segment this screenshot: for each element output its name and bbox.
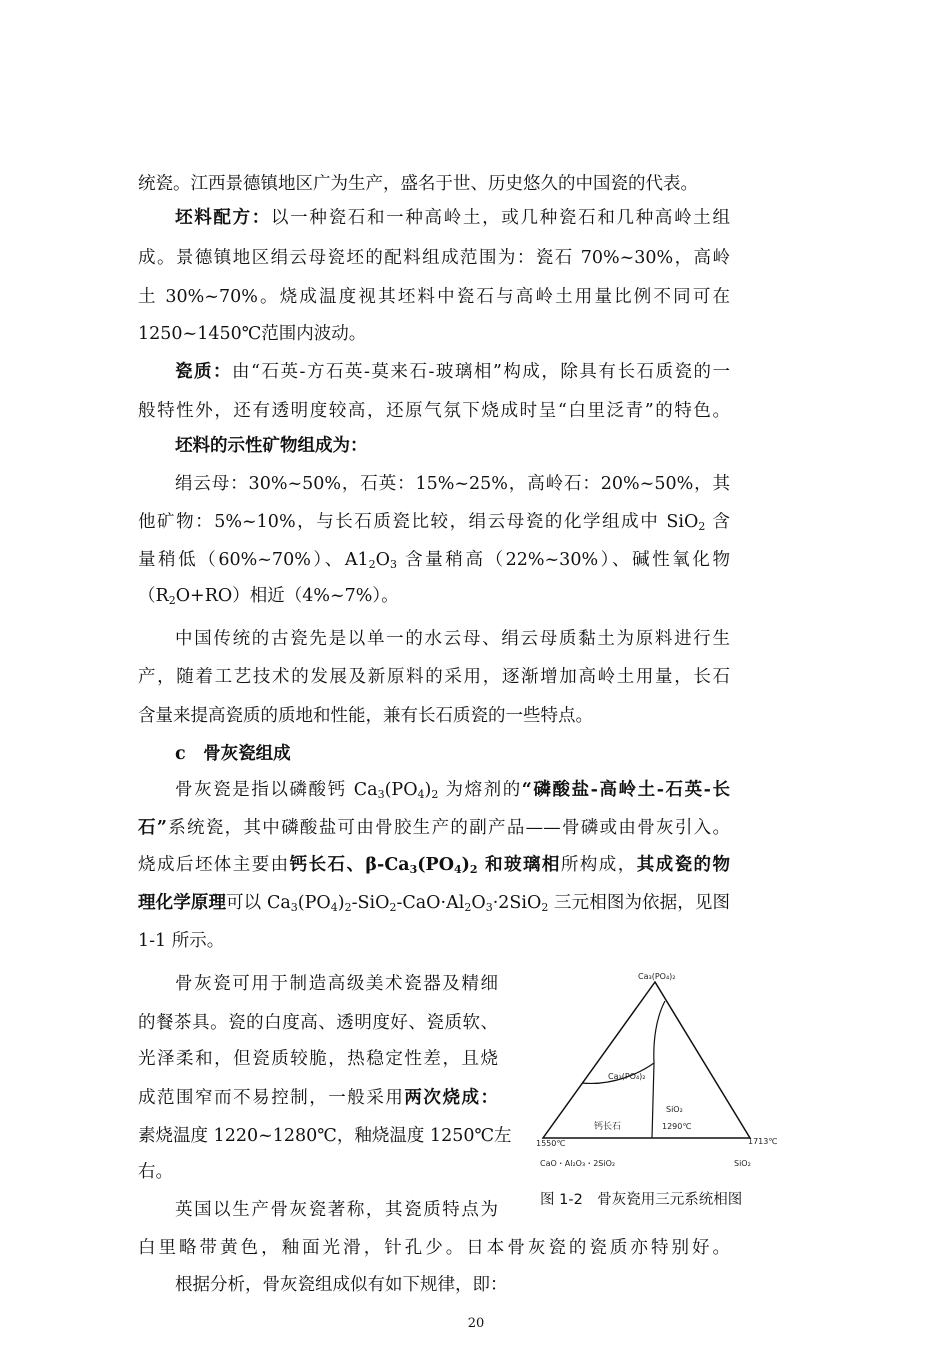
paragraph-line: 产，随着工艺技术的发展及新原料的采用，逐渐增加高岭土用量，长石 xyxy=(138,667,730,687)
region-label-silica: SiO₂ xyxy=(666,1105,683,1114)
temperature-label-1290: 1290℃ xyxy=(662,1122,692,1131)
paragraph-line: 光泽柔和，但瓷质较脆，热稳定性差，且烧 xyxy=(138,1049,498,1069)
paragraph-line: 绢云母：30%~50%，石英：15%~25%，高岭石：20%~50%，其 xyxy=(175,474,730,494)
paragraph-line: 量稍低（60%~70%）、$A1_2O_3$ 含量稍高（22%~30%）、碱性氧化物 xyxy=(138,550,730,571)
region-label-anorthite: 钙长石 xyxy=(594,1122,622,1132)
paragraph-line: 他矿物：5%~10%，与长石质瓷比较，绢云母瓷的化学组成中 SiO$_2$ 含 xyxy=(138,512,730,533)
paragraph-line: 成。景德镇地区绢云母瓷坯的配料组成范围为：瓷石 70%~30%，高岭 xyxy=(138,248,730,268)
paragraph-line: 瓷质：由“石英-方石英-莫来石-玻璃相”构成，除具有长石质瓷的一 xyxy=(175,362,731,382)
paragraph-line: 骨灰瓷是指以磷酸钙 $Ca_3(PO_4)_2$ 为熔剂的“磷酸盐-高岭土-石英-长 xyxy=(175,780,730,801)
paragraph-line: 理化学原理可以 $Ca_3(PO_4)_2-SiO_2-CaO\cdot Al_2O_3\cdot 2SiO_2$ 三元相图为依据，见图 xyxy=(138,893,731,914)
paragraph-line: 白里略带黄色，釉面光滑，针孔少。日本骨灰瓷的瓷质亦特别好。 xyxy=(138,1238,730,1258)
paragraph-line: 素烧温度 1220~1280℃，釉烧温度 1250℃左 xyxy=(138,1126,512,1146)
temperature-label-1713: 1713℃ xyxy=(748,1137,778,1146)
paragraph-line: 成范围窄而不易控制，一般采用两次烧成： xyxy=(138,1088,499,1108)
paragraph-line: 土 30%~70%。烧成温度视其坯料中瓷石与高岭土用量比例不同可在 xyxy=(138,287,730,307)
boundary-curve-upper xyxy=(654,1001,665,1063)
diagram-triangle xyxy=(543,982,750,1138)
apex-label: Ca₃(PO₄)₂ xyxy=(638,972,676,981)
paragraph-line: 石”系统瓷，其中磷酸盐可由骨胶生产的副产品——骨磷或由骨灰引入。 xyxy=(138,818,730,838)
paragraph-line: 1250~1450℃范围内波动。 xyxy=(138,324,367,344)
paragraph-line: 根据分析，骨灰瓷组成似有如下规律，即： xyxy=(175,1275,508,1295)
ternary-phase-diagram xyxy=(528,966,784,1178)
paragraph-line: 1-1 所示。 xyxy=(138,931,225,951)
vertex-label-bottom-left: CaO・Al₂O₃・2SiO₂ xyxy=(540,1159,616,1168)
section-subheading: 坯料的示性矿物组成为： xyxy=(175,436,368,456)
paragraph-line: 般特性外，还有透明度较高，还原气氛下烧成时呈“白里泛青”的特色。 xyxy=(138,401,730,421)
phase-diagram-svg xyxy=(528,966,784,1178)
figure-caption: 图 1-2 骨灰瓷用三元系统相图 xyxy=(540,1192,743,1208)
paragraph-line: 含量来提高瓷质的质地和性能，兼有长石质瓷的一些特点。 xyxy=(138,706,593,726)
paragraph-line: 统瓷。江西景德镇地区广为生产，盛名于世、历史悠久的中国瓷的代表。 xyxy=(138,174,698,194)
paragraph-line: $(R_2O+RO)$相近（4%~7%）。 xyxy=(138,586,399,607)
paragraph-line: 英国以生产骨灰瓷著称，其瓷质特点为 xyxy=(175,1200,498,1220)
paragraph-line: 右。 xyxy=(138,1162,173,1182)
region-label-calcium-phosphate: Ca₃(PO₄)₂ xyxy=(608,1072,646,1081)
boundary-line-vertical xyxy=(652,1063,654,1138)
section-heading: c 骨灰瓷组成 xyxy=(175,744,291,764)
paragraph-line: 烧成后坯体主要由钙长石、$\beta-Ca_3(PO_4)_2$ 和玻璃相所构成，其成瓷的物 xyxy=(138,855,731,876)
vertex-label-bottom-right: SiO₂ xyxy=(734,1159,751,1168)
paragraph-line: 坯料配方：以一种瓷石和一种高岭土，或几种瓷石和几种高岭土组 xyxy=(175,208,731,228)
paragraph-line: 中国传统的古瓷先是以单一的水云母、绢云母质黏土为原料进行生 xyxy=(175,629,730,649)
temperature-label-1550: 1550℃ xyxy=(536,1139,566,1148)
page-number: 20 xyxy=(467,1316,485,1331)
paragraph-line: 的餐茶具。瓷的白度高、透明度好、瓷质软、 xyxy=(138,1013,498,1033)
paragraph-line: 骨灰瓷可用于制造高级美术瓷器及精细 xyxy=(175,974,498,994)
